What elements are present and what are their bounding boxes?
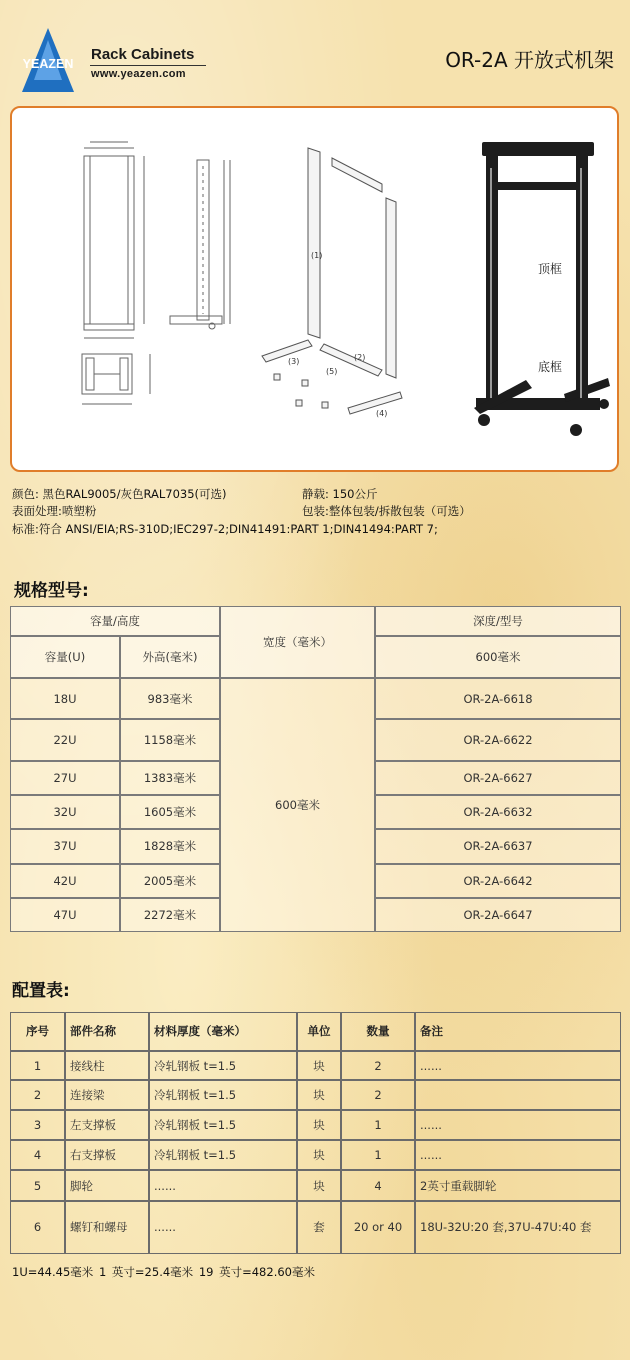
- note-cell: ......: [415, 1140, 621, 1171]
- rack-drawings: [12, 108, 617, 470]
- qty-cell: 1: [341, 1110, 415, 1140]
- column-header: 备注: [415, 1012, 621, 1051]
- table-row: [10, 1051, 621, 1081]
- unit-cell: 块: [297, 1080, 341, 1110]
- part-label: (2): [354, 353, 366, 362]
- table-row: [10, 1201, 621, 1254]
- part-label: (1): [311, 251, 323, 260]
- side-view-drawing: [170, 160, 230, 329]
- unit-cell: 块: [297, 1051, 341, 1081]
- width-cell: 600毫米: [220, 678, 375, 932]
- logo-wordmark: YEAZEN: [22, 57, 74, 71]
- column-header: 数量: [341, 1012, 415, 1051]
- no-cell: 4: [10, 1140, 65, 1171]
- part-name-cell: 右支撑板: [65, 1140, 149, 1171]
- unit-cell: 块: [297, 1140, 341, 1171]
- brand-title: Rack Cabinets: [91, 46, 195, 63]
- capacity-cell: 42U: [10, 864, 120, 898]
- model-cell: OR-2A-6637: [375, 829, 621, 863]
- height-cell: 2005毫米: [120, 864, 220, 898]
- no-cell: 6: [10, 1201, 65, 1254]
- height-cell: 983毫米: [120, 678, 220, 718]
- spec-standards: 标准:符合 ANSI/EIA;RS-310D;IEC297-2;DIN41491:PART 1;DIN41494:PART 7;: [12, 522, 438, 536]
- brand-divider: [90, 65, 206, 66]
- capacity-cell: 22U: [10, 719, 120, 761]
- table-row: [10, 1140, 621, 1171]
- part-name-cell: 螺钉和螺母: [65, 1201, 149, 1254]
- no-cell: 5: [10, 1170, 65, 1201]
- logo-triangle-icon: [12, 26, 84, 96]
- model-cell: OR-2A-6632: [375, 795, 621, 829]
- note-cell: ......: [415, 1051, 621, 1081]
- note-cell: [415, 1080, 621, 1110]
- unit-cell: 块: [297, 1170, 341, 1201]
- no-cell: 1: [10, 1051, 65, 1081]
- rack-mounting-holes: [490, 168, 582, 398]
- part-name-cell: 左支撑板: [65, 1110, 149, 1140]
- model-cell: OR-2A-6647: [375, 898, 621, 932]
- qty-cell: 2: [341, 1080, 415, 1110]
- material-cell: ......: [149, 1201, 297, 1254]
- unit-conversion-note: 1U=44.45毫米 1 英寸=25.4毫米 19 英寸=482.60毫米: [12, 1265, 315, 1279]
- spec-packaging: 包装:整体包装/拆散包装（可选）: [302, 504, 471, 518]
- header-capacity: 容量(U): [10, 636, 120, 678]
- part-label: (5): [326, 367, 338, 376]
- header-depth-value: 600毫米: [375, 636, 621, 678]
- height-cell: 1383毫米: [120, 761, 220, 795]
- header-capacity-height: 容量/高度: [10, 606, 220, 636]
- top-view-drawing: [82, 354, 150, 404]
- column-header: 单位: [297, 1012, 341, 1051]
- table-row: [10, 1080, 621, 1110]
- part-name-cell: 接线柱: [65, 1051, 149, 1081]
- unit-cell: 块: [297, 1110, 341, 1140]
- model-cell: OR-2A-6618: [375, 678, 621, 718]
- spec-table: [10, 606, 621, 932]
- qty-cell: 4: [341, 1170, 415, 1201]
- table-row: [10, 1110, 621, 1140]
- config-table: [10, 1012, 621, 1254]
- no-cell: 3: [10, 1110, 65, 1140]
- height-cell: 1605毫米: [120, 795, 220, 829]
- table-row: [10, 1170, 621, 1201]
- material-cell: 冷轧钢板 t=1.5: [149, 1140, 297, 1171]
- part-label: (3): [288, 357, 300, 366]
- brand-logo: [12, 26, 84, 96]
- part-label: (4): [376, 409, 388, 418]
- material-cell: 冷轧钢板 t=1.5: [149, 1051, 297, 1081]
- capacity-cell: 47U: [10, 898, 120, 932]
- front-view-drawing: [84, 142, 144, 338]
- qty-cell: 2: [341, 1051, 415, 1081]
- column-header: 序号: [10, 1012, 65, 1051]
- no-cell: 2: [10, 1080, 65, 1110]
- model-cell: OR-2A-6622: [375, 719, 621, 761]
- material-cell: ......: [149, 1170, 297, 1201]
- model-cell: OR-2A-6642: [375, 864, 621, 898]
- callout-bottom-frame: 底框: [538, 360, 563, 374]
- part-name-cell: 连接梁: [65, 1080, 149, 1110]
- column-header: 材料厚度（毫米）: [149, 1012, 297, 1051]
- part-number-labels: [288, 251, 387, 418]
- spec-color: 颜色: 黑色RAL9005/灰色RAL7035(可选): [12, 487, 227, 501]
- product-title: OR-2A 开放式机架: [445, 48, 614, 72]
- note-cell: 18U-32U:20 套,37U-47U:40 套: [415, 1201, 621, 1254]
- spec-static-load: 静载: 150公斤: [302, 487, 378, 501]
- config-section-heading: 配置表:: [12, 981, 70, 1001]
- material-cell: 冷轧钢板 t=1.5: [149, 1110, 297, 1140]
- spec-section-heading: 规格型号:: [14, 581, 89, 601]
- unit-cell: 套: [297, 1201, 341, 1254]
- callout-top-frame: 顶框: [538, 262, 563, 276]
- capacity-cell: 18U: [10, 678, 120, 718]
- capacity-cell: 32U: [10, 795, 120, 829]
- qty-cell: 20 or 40: [341, 1201, 415, 1254]
- note-cell: ......: [415, 1110, 621, 1140]
- note-cell: 2英寸重载脚轮: [415, 1170, 621, 1201]
- header-outer-height: 外高(毫米): [120, 636, 220, 678]
- model-cell: OR-2A-6627: [375, 761, 621, 795]
- spec-surface: 表面处理:喷塑粉: [12, 504, 97, 518]
- header-width: 宽度（毫米）: [220, 606, 375, 678]
- header-depth-model: 深度/型号: [375, 606, 621, 636]
- part-name-cell: 脚轮: [65, 1170, 149, 1201]
- height-cell: 1828毫米: [120, 829, 220, 863]
- brand-url: www.yeazen.com: [91, 68, 186, 80]
- column-header: 部件名称: [65, 1012, 149, 1051]
- product-image-panel: [10, 106, 619, 472]
- capacity-cell: 27U: [10, 761, 120, 795]
- capacity-cell: 37U: [10, 829, 120, 863]
- material-cell: 冷轧钢板 t=1.5: [149, 1080, 297, 1110]
- height-cell: 2272毫米: [120, 898, 220, 932]
- rack-photo: [474, 142, 610, 436]
- height-cell: 1158毫米: [120, 719, 220, 761]
- table-row: [10, 678, 621, 718]
- qty-cell: 1: [341, 1140, 415, 1171]
